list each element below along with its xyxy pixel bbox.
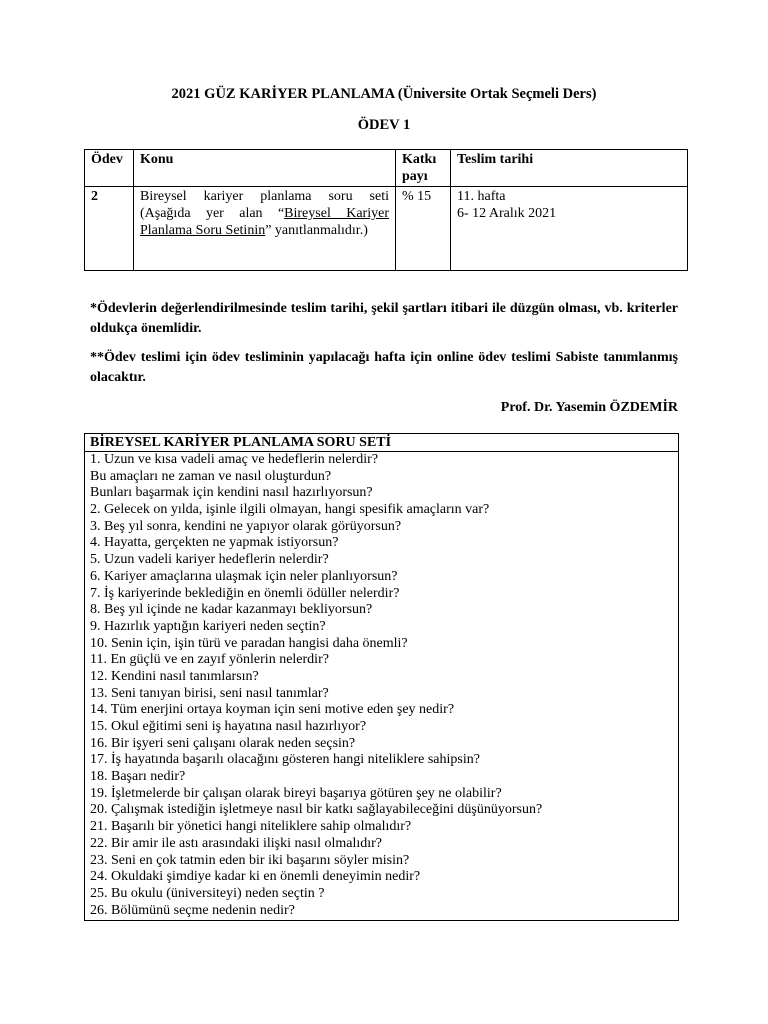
assignment-number: 2 (85, 187, 134, 271)
list-item: 17. İş hayatında başarılı olacağını gösteren hangi niteliklere sahipsin? (90, 752, 480, 768)
list-item: 21. Başarılı bir yönetici hangi niteliklere sahip olmalıdır? (90, 819, 412, 835)
header-cell-teslim: Teslim tarihi (451, 150, 688, 187)
list-item: 26. Bölümünü seçme nedenin nedir? (90, 902, 295, 918)
question-set-box (84, 433, 679, 921)
list-item: 3. Beş yıl sonra, kendini ne yapıyor olarak görüyorsun? (90, 518, 402, 534)
list-item: 19. İşletmelerde bir çalışan olarak bireyi başarıya götüren şey ne olabilir? (90, 785, 502, 801)
list-item: 8. Beş yıl içinde ne kadar kazanmayı bekliyorsun? (90, 602, 373, 618)
list-item: 22. Bir amir ile astı arasındaki ilişki nasıl olmalıdır? (90, 835, 382, 851)
question-set-heading: BİREYSEL KARİYER PLANLAMA SORU SETİ (85, 434, 678, 452)
topic-text-before: Bireysel kariyer planlama soru seti (Aşağıda yer alan “ (140, 189, 389, 221)
list-item: 25. Bu okulu (üniversiteyi) neden seçtin ? (90, 885, 325, 901)
assignment-due (451, 187, 688, 271)
signature: Prof. Dr. Yasemin ÖZDEMİR (500, 400, 678, 415)
list-item: 10. Senin için, işin türü ve paradan hangisi daha önemli? (90, 635, 408, 651)
header-cell-katki: Katkı payı (396, 150, 451, 187)
header-cell-konu: Konu (134, 150, 396, 187)
question-list (85, 452, 678, 919)
list-item: 23. Seni en çok tatmin eden bir iki başarını söyler misin? (90, 852, 410, 868)
list-item: 13. Seni tanıyan birisi, seni nasıl tanımlar? (90, 685, 329, 701)
assignment-topic (134, 187, 396, 271)
list-item: 15. Okul eğitimi seni iş hayatına nasıl hazırlıyor? (90, 719, 367, 734)
list-item: Bu amaçları ne zaman ve nasıl oluşturdun? (90, 468, 332, 484)
due-week: 11. hafta (457, 189, 506, 204)
list-item: 5. Uzun vadeli kariyer hedeflerin nelerdir? (90, 552, 329, 568)
table-row (85, 187, 688, 271)
document-subtitle: ÖDEV 1 (357, 117, 411, 133)
list-item: Bunları başarmak için kendini nasıl hazırlıyorsun? (90, 485, 373, 501)
header-cell-odev: Ödev (85, 150, 134, 187)
note-submission: **Ödev teslimi için ödev tesliminin yapılacağı hafta için online ödev teslimi Sabiste tanımlanmış olacaktır. (90, 350, 678, 385)
list-item: 14. Tüm enerjini ortaya koyman için seni motive eden şey nedir? (90, 702, 455, 718)
topic-underlined-title: Bireysel Kariyer Planlama Soru Setinin (140, 206, 389, 238)
list-item: 6. Kariyer amaçlarına ulaşmak için neler planlıyorsun? (90, 568, 398, 584)
document-title: 2021 GÜZ KARİYER PLANLAMA (Üniversite Ortak Seçmeli Ders) (171, 86, 597, 102)
list-item: 18. Başarı nedir? (90, 769, 186, 785)
assignment-share: % 15 (396, 187, 451, 271)
list-item: 9. Hazırlık yaptığın kariyeri neden seçtin? (90, 618, 326, 634)
assignment-table-header (85, 150, 688, 187)
list-item: 1. Uzun ve kısa vadeli amaç ve hedeflerin nelerdir? (90, 452, 379, 467)
due-dates: 6- 12 Aralık 2021 (457, 206, 557, 221)
list-item: 4. Hayatta, gerçekten ne yapmak istiyorsun? (90, 535, 339, 551)
assignment-table (84, 149, 688, 271)
note-evaluation: *Ödevlerin değerlendirilmesinde teslim tarihi, şekil şartları itibari ile düzgün olması, vb. kriterler oldukça önemlidir. (90, 301, 678, 336)
list-item: 24. Okuldaki şimdiye kadar ki en önemli deneyimin nedir? (90, 869, 421, 885)
list-item: 20. Çalışmak istediğin işletmeye nasıl bir katkı sağlayabileceğini düşünüyorsun? (90, 802, 543, 818)
list-item: 7. İş kariyerinde beklediğin en önemli ödüller nelerdir? (90, 585, 400, 601)
topic-text-after: ” yanıtlanmalıdır.) (265, 223, 368, 238)
list-item: 16. Bir işyeri seni çalışanı olarak neden seçsin? (90, 735, 356, 751)
list-item: 12. Kendini nasıl tanımlarsın? (90, 668, 259, 684)
list-item: 2. Gelecek on yılda, işinle ilgili olmayan, hangi spesifik amaçların var? (90, 502, 490, 518)
list-item: 11. En güçlü ve en zayıf yönlerin nelerdir? (90, 652, 329, 668)
